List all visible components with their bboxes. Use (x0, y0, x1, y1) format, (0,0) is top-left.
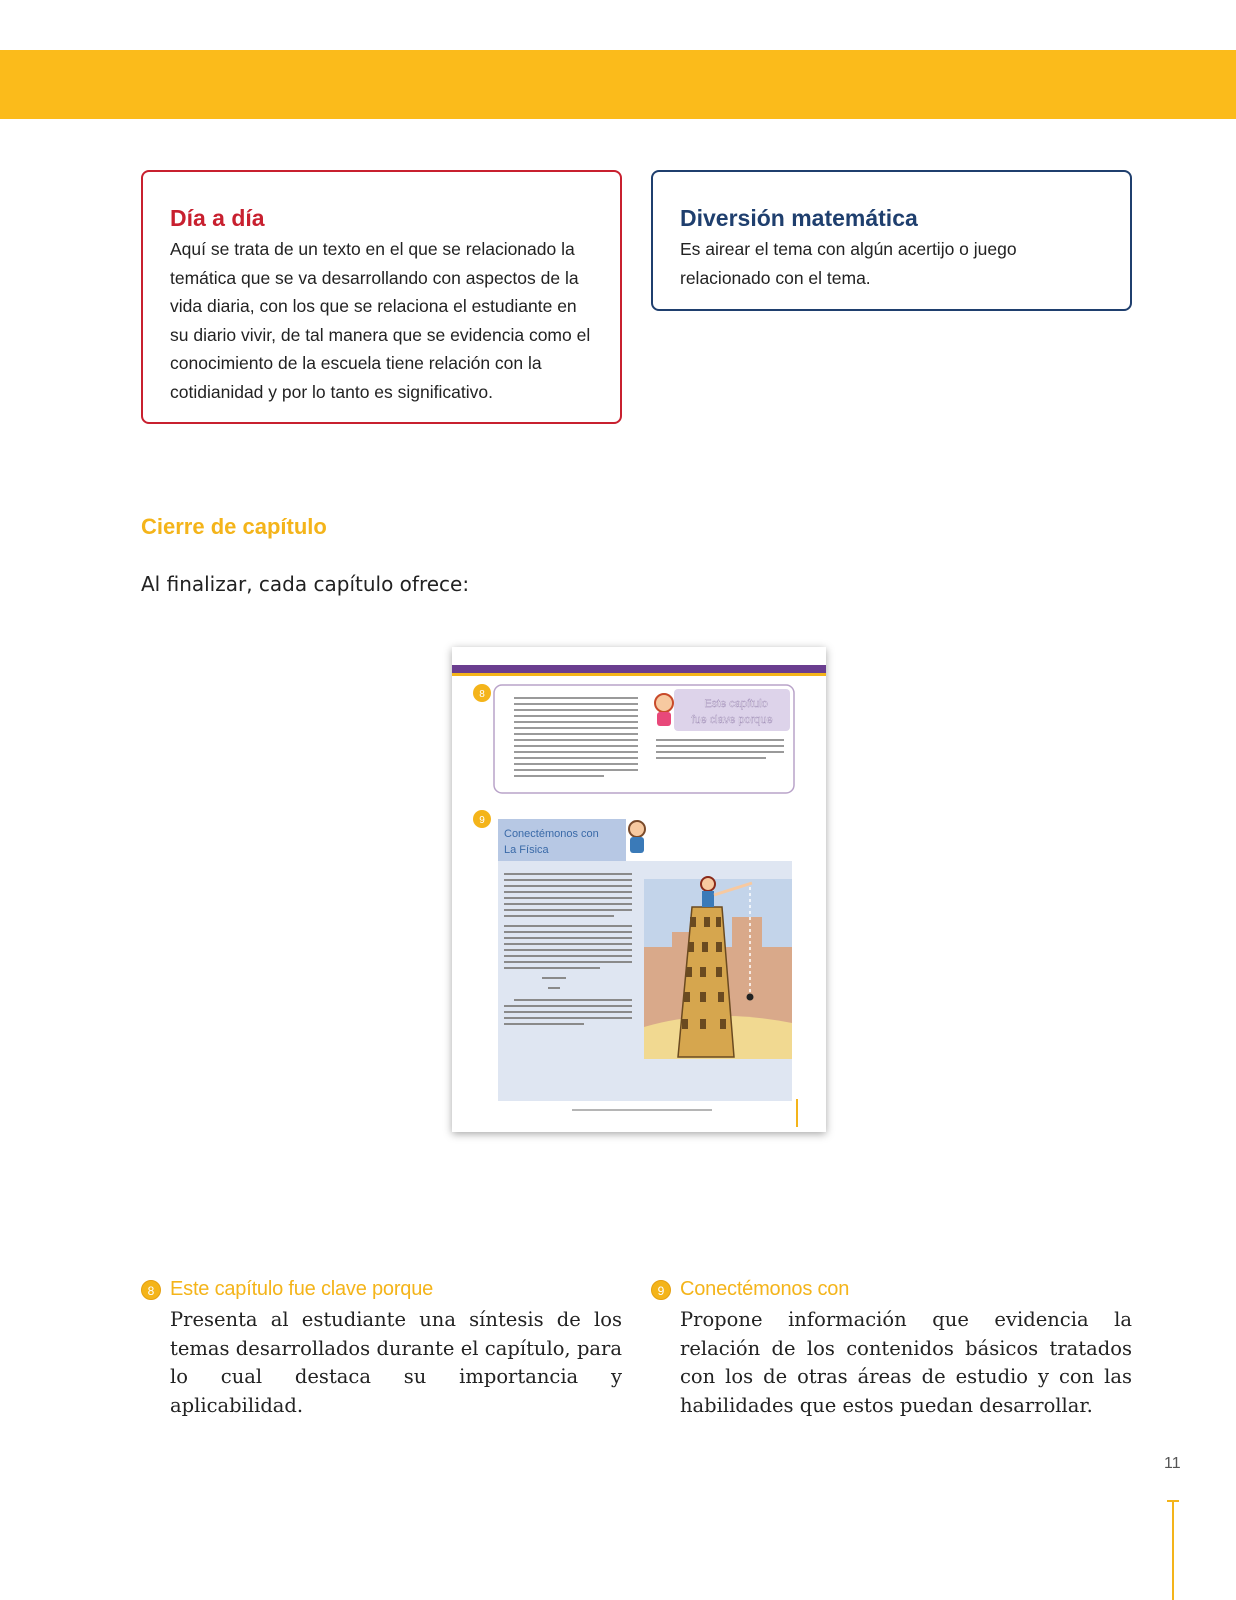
dia-a-dia-box (141, 170, 622, 424)
header-color-band (0, 50, 1236, 119)
section-intro: Al finalizar, cada capítulo ofrece: (141, 572, 470, 596)
diversion-matematica-box (651, 170, 1132, 311)
book-page-thumbnail (452, 647, 826, 1132)
diversion-matematica-text: Es airear el tema con algún acertijo o juego relacionado con el tema. (680, 239, 1017, 288)
book-page-illustration (452, 647, 826, 1132)
feature-clave-text: Presenta al estudiante una síntesis de los temas desarrollados durante el capítulo, para lo cual destaca su importancia y aplicabilidad. (170, 1308, 622, 1417)
feature-conectemonos-title: Conectémonos con (680, 1278, 850, 1300)
thumb-box1-title-2: fue clave porque (691, 714, 773, 726)
thumb-box2-title-1: Conectémonos con (504, 828, 599, 840)
feature-clave (141, 1278, 621, 1420)
thumb-badge-9: 9 (479, 815, 485, 826)
page-edge-line (1172, 1500, 1174, 1600)
dia-a-dia-title: Día a día (170, 205, 265, 231)
feature-clave-title: Este capítulo fue clave porque (170, 1278, 434, 1300)
feature-conectemonos-text: Propone información que evidencia la relación de los contenidos básicos tratados con los de otras áreas de estudio y con las habilidades que estos puedan desarrollar. (680, 1308, 1132, 1417)
page-number: 11 (1164, 1455, 1181, 1472)
thumb-box1-title-1: Este capítulo (704, 698, 768, 710)
diversion-matematica-title: Diversión matemática (680, 205, 918, 231)
dia-a-dia-text: Aquí se trata de un texto en el que se relacionado la temática que se va desarrollando con aspectos de la vida diaria, con los que se relaciona el estudiante en su diario vivir, de tal manera que se evidencia como el conocimiento de la escuela tiene relación con la cotidianidad y por lo tanto es significativo. (170, 239, 591, 402)
section-title: Cierre de capítulo (141, 514, 327, 539)
thumb-box2-title-2: La Física (504, 844, 549, 856)
number-badge-9: 9 (651, 1280, 671, 1300)
number-badge-8: 8 (141, 1280, 161, 1300)
feature-conectemonos (651, 1278, 1131, 1420)
thumb-badge-8: 8 (479, 689, 485, 700)
